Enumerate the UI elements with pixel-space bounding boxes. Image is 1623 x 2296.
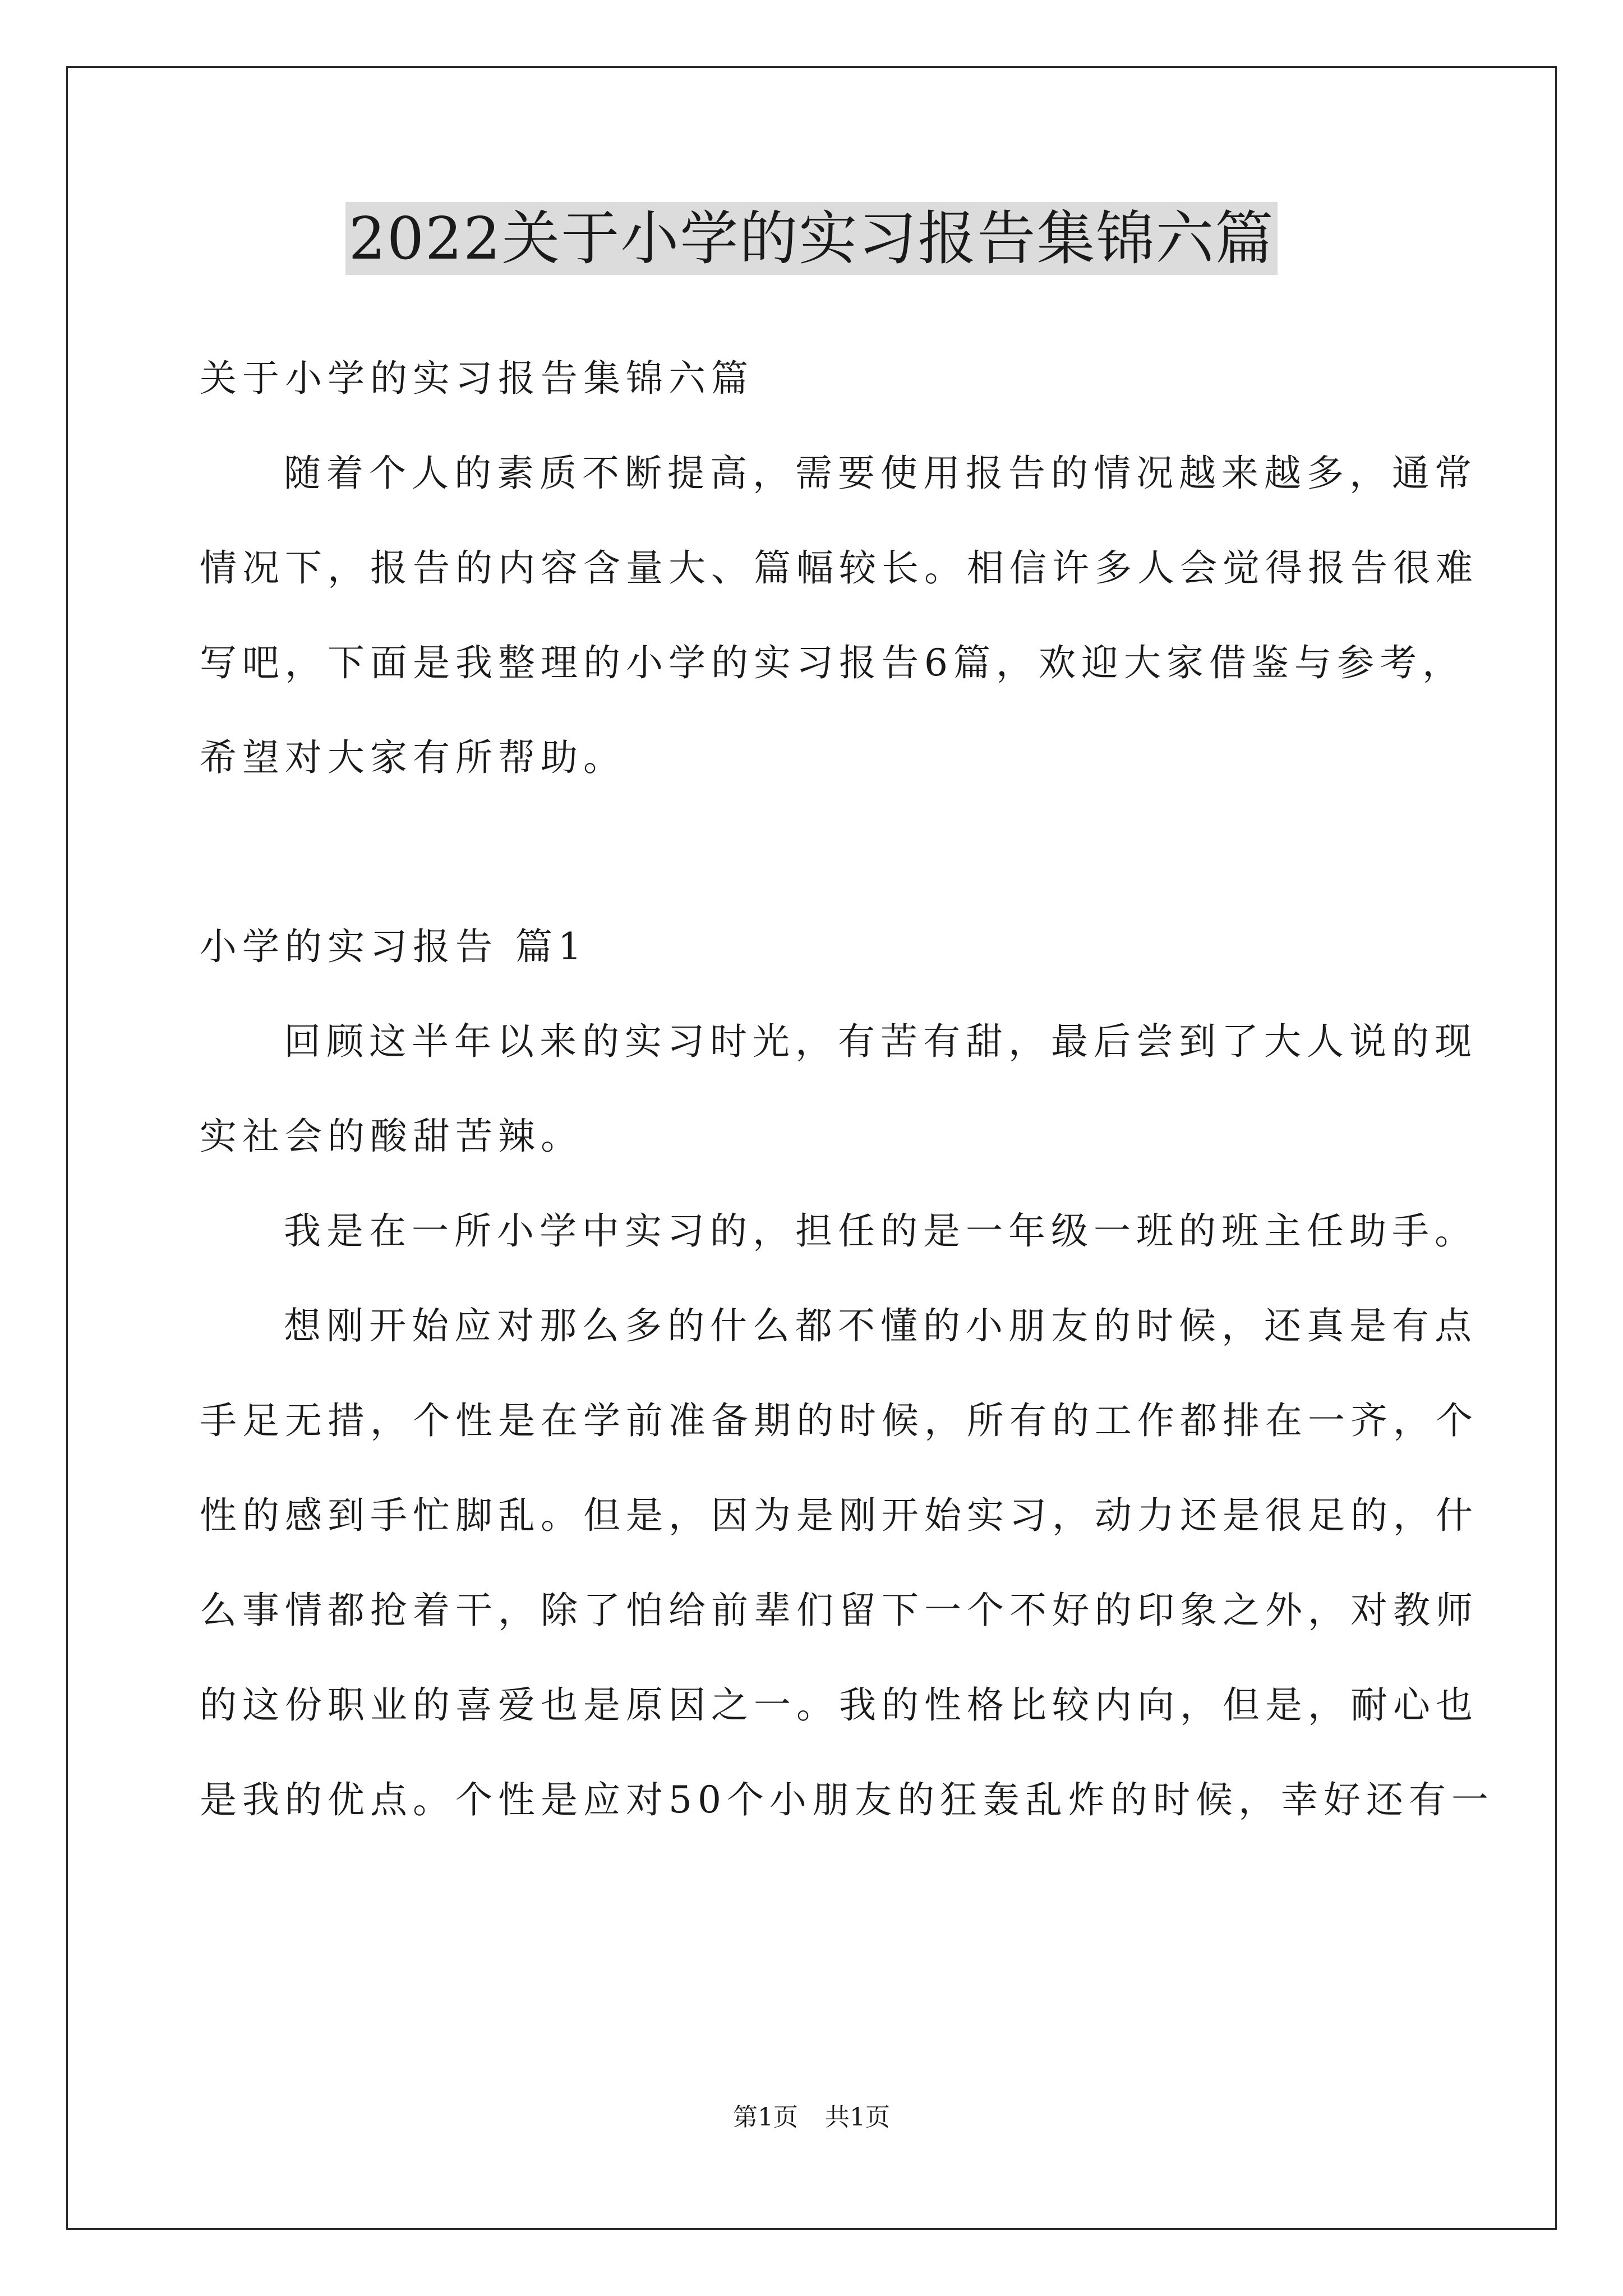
body-line: 手足无措，个性是在学前准备期的时候，所有的工作都排在一齐，个 bbox=[200, 1399, 1478, 1442]
intro-line: 随着个人的素质不断提高，需要使用报告的情况越来越多，通常 bbox=[284, 452, 1477, 495]
title-area bbox=[0, 202, 1623, 275]
intro-line: 写吧，下面是我整理的小学的实习报告6篇，欢迎大家借鉴与参考， bbox=[200, 641, 1465, 684]
body-line: 是我的优点。个性是应对50个小朋友的狂轰乱炸的时候，幸好还有一 bbox=[200, 1778, 1494, 1821]
section-heading: 小学的实习报告 篇1 bbox=[200, 925, 587, 968]
document-subtitle: 关于小学的实习报告集锦六篇 bbox=[200, 357, 754, 400]
body-line: 性的感到手忙脚乱。但是，因为是刚开始实习，动力还是很足的，什 bbox=[200, 1494, 1478, 1537]
intro-line: 情况下，报告的内容含量大、篇幅较长。相信许多人会觉得报告很难 bbox=[200, 546, 1478, 590]
document-body bbox=[200, 342, 1494, 1858]
body-line: 我是在一所小学中实习的，担任的是一年级一班的班主任助手。 bbox=[284, 1209, 1477, 1253]
intro-line: 希望对大家有所帮助。 bbox=[200, 736, 626, 779]
body-line: 回顾这半年以来的实习时光，有苦有甜，最后尝到了大人说的现 bbox=[284, 1020, 1477, 1063]
paragraph-gap bbox=[200, 816, 1428, 910]
document-title: 2022关于小学的实习报告集锦六篇 bbox=[345, 202, 1278, 275]
page-total: 共1页 bbox=[825, 2103, 890, 2132]
body-line: 么事情都抢着干，除了怕给前辈们留下一个不好的印象之外，对教师 bbox=[200, 1589, 1478, 1632]
body-line: 的这份职业的喜爱也是原因之一。我的性格比较内向，但是，耐心也 bbox=[200, 1683, 1478, 1727]
body-line: 实社会的酸甜苦辣。 bbox=[200, 1115, 583, 1158]
body-line: 想刚开始应对那么多的什么都不懂的小朋友的时候，还真是有点 bbox=[284, 1304, 1477, 1347]
page-number: 第1页 bbox=[733, 2103, 798, 2132]
page-footer bbox=[0, 2101, 1623, 2134]
